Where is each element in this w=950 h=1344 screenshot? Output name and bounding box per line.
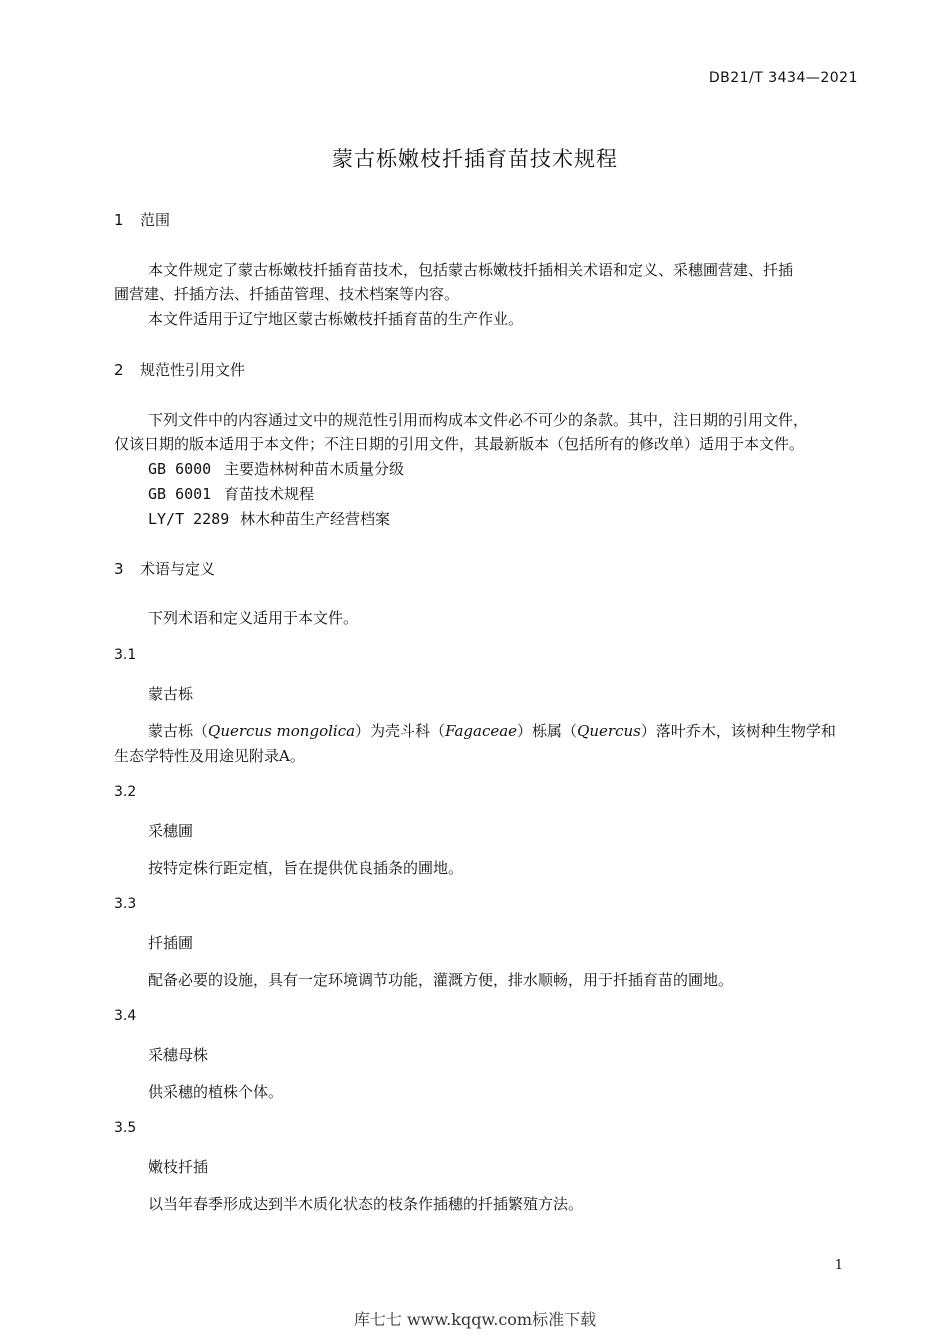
term-name: 扦插圃 bbox=[148, 934, 194, 952]
scientific-name: Fagaceae bbox=[445, 722, 518, 740]
reference-item bbox=[148, 482, 314, 506]
paragraph-line: 圃营建、扦插方法、扦插苗管理、技术档案等内容。 bbox=[114, 285, 460, 303]
reference-code: GB 6001 bbox=[148, 485, 212, 503]
term-number: 3.4 bbox=[114, 1008, 137, 1024]
reference-title: 育苗技术规程 bbox=[224, 485, 315, 503]
section-2-heading bbox=[114, 359, 245, 380]
section-3-heading bbox=[114, 558, 215, 579]
section-title: 范围 bbox=[140, 211, 171, 229]
paragraph-line: 本文件规定了蒙古栎嫩枝扦插育苗技术，包括蒙古栎嫩枝扦插相关术语和定义、采穗圃营建、扦插 bbox=[148, 261, 794, 279]
definition-text: ）落叶乔木，该树种生物学和 bbox=[640, 722, 836, 740]
section-title: 规范性引用文件 bbox=[140, 361, 246, 379]
reference-item bbox=[148, 457, 404, 481]
section-number: 3 bbox=[114, 560, 124, 578]
scientific-name: Quercus bbox=[577, 722, 641, 740]
page-number: 1 bbox=[834, 1258, 843, 1273]
standard-code: DB21/T 3434—2021 bbox=[708, 70, 858, 86]
term-name: 采穗圃 bbox=[148, 822, 194, 840]
section-number: 1 bbox=[114, 211, 124, 229]
paragraph: 下列术语和定义适用于本文件。 bbox=[148, 609, 359, 627]
term-definition-line bbox=[148, 719, 836, 743]
reference-code: LY/T 2289 bbox=[148, 510, 230, 528]
term-definition: 配备必要的设施，具有一定环境调节功能，灌溉方便，排水顺畅，用于扦插育苗的圃地。 bbox=[148, 971, 734, 989]
section-title: 术语与定义 bbox=[140, 560, 216, 578]
paragraph: 本文件适用于辽宁地区蒙古栎嫩枝扦插育苗的生产作业。 bbox=[148, 310, 524, 328]
term-definition: 以当年春季形成达到半木质化状态的枝条作插穗的扦插繁殖方法。 bbox=[148, 1195, 584, 1213]
term-name: 蒙古栎 bbox=[148, 685, 194, 703]
reference-title: 主要造林树种苗木质量分级 bbox=[224, 460, 405, 478]
reference-title: 林木种苗生产经营档案 bbox=[240, 510, 391, 528]
term-name: 嫩枝扦插 bbox=[148, 1158, 209, 1176]
reference-code: GB 6000 bbox=[148, 460, 212, 478]
reference-item bbox=[148, 507, 390, 531]
definition-text: ）栎属（ bbox=[517, 722, 578, 740]
scientific-name: Quercus mongolica bbox=[208, 722, 356, 740]
term-number: 3.5 bbox=[114, 1120, 137, 1136]
term-definition: 按特定株行距定植，旨在提供优良插条的圃地。 bbox=[148, 859, 464, 877]
term-number: 3.3 bbox=[114, 896, 137, 912]
term-number: 3.1 bbox=[114, 647, 137, 663]
document-title: 蒙古栎嫩枝扦插育苗技术规程 bbox=[332, 147, 618, 171]
definition-text: ）为壳斗科（ bbox=[355, 722, 446, 740]
section-number: 2 bbox=[114, 361, 124, 379]
term-definition: 供采穗的植株个体。 bbox=[148, 1083, 284, 1101]
paragraph-line: 下列文件中的内容通过文中的规范性引用而构成本文件必不可少的条款。其中，注日期的引用文件， bbox=[148, 411, 809, 429]
term-name: 采穗母株 bbox=[148, 1046, 209, 1064]
section-1-heading bbox=[114, 209, 170, 230]
paragraph-line: 仅该日期的版本适用于本文件；不注日期的引用文件，其最新版本（包括所有的修改单）适用于本文件。 bbox=[114, 435, 805, 453]
term-definition-line: 生态学特性及用途见附录A。 bbox=[114, 747, 305, 765]
definition-text: 蒙古栎（ bbox=[148, 722, 209, 740]
footer-watermark: 库七七 www.kqqw.com标准下载 bbox=[353, 1310, 597, 1329]
term-number: 3.2 bbox=[114, 784, 137, 800]
